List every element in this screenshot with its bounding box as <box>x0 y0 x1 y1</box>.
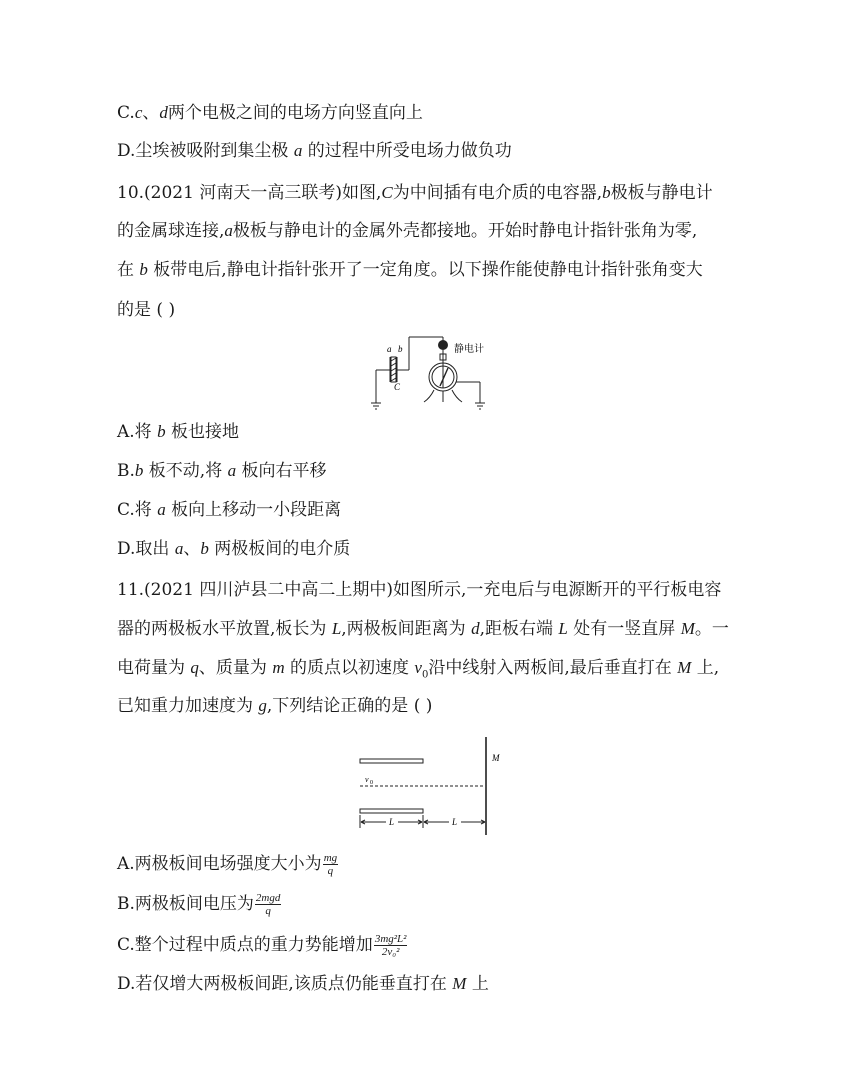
q11-option-a: A.两极板间电场强度大小为 $\frac{mg}{q}$ <box>117 852 338 877</box>
q10-option-c: C.将 a 板向上移动一小段距离 <box>117 500 342 520</box>
fraction: $\frac{\text{2mgd}}{q}$ <box>255 892 281 917</box>
q10-stem-line-1: 10.(2021 河南天一高三联考)如图,C为中间插有电介质的电容器,b极板与静电计 <box>117 183 713 203</box>
label-electrometer: 静电计 <box>454 344 484 355</box>
label-v0: v <box>365 775 369 784</box>
q10-stem-line-2: 的金属球连接,a极板与静电计的金属外壳都接地。开始时静电计指针张角为零, <box>117 221 698 241</box>
fraction: $\frac{\text{3mg²L²}}{\text{2v₀²}}$ <box>374 933 407 958</box>
q10-option-b: B.b 板不动,将 a 板向右平移 <box>117 461 327 481</box>
label-C: C <box>394 382 401 392</box>
q11-option-c: C.整个过程中质点的重力势能增加 $\frac{\text{3mg²L²}}{\text{2v₀²}}$ <box>117 933 407 958</box>
label-L-gap: L <box>452 817 458 827</box>
label-v0-sub: 0 <box>370 780 373 786</box>
lower-plate <box>360 809 423 813</box>
label-M: M <box>492 753 500 763</box>
q10-option-a: A.将 b 板也接地 <box>117 422 239 442</box>
q11-stem-line-2: 器的两极板水平放置,板长为 L,两极板间距离为 d,距板右端 L 处有一竖直屏 M。一 <box>117 619 729 639</box>
q11-option-d: D.若仅增大两极板间距,该质点仍能垂直打在 M 上 <box>117 974 489 994</box>
q11-plates-figure <box>355 732 515 838</box>
fraction: $\frac{mg}{q}$ <box>323 852 338 877</box>
q10-stem-line-4: 的是 ( ) <box>117 300 176 320</box>
q10-stem-line-3: 在 b 板带电后,静电计指针张开了一定角度。以下操作能使静电计指针张角变大 <box>117 260 703 280</box>
q11-stem-line-1: 11.(2021 四川泸县二中高二上期中)如图所示,一充电后与电源断开的平行板电容 <box>117 580 722 600</box>
q9-option-d: D.尘埃被吸附到集尘极 a 的过程中所受电场力做负功 <box>117 141 512 161</box>
q11-stem-line-4: 已知重力加速度为 g,下列结论正确的是 ( ) <box>117 696 433 716</box>
label-b: b <box>398 344 403 354</box>
q11-stem-line-3: 电荷量为 q、质量为 m 的质点以初速度 $v_0$沿中线射入两板间,最后垂直打在 M 上, <box>117 658 720 681</box>
q11-option-b: B.两极板间电压为 $\frac{\text{2mgd}}{q}$ <box>117 892 281 917</box>
q9-option-c: C.c、d两个电极之间的电场方向竖直向上 <box>117 103 423 123</box>
electrometer-ball <box>438 340 448 350</box>
label-a: a <box>387 344 392 354</box>
q10-electroscope-figure <box>368 330 490 412</box>
upper-plate <box>360 759 423 763</box>
label-L-plate: L <box>389 817 395 827</box>
q10-option-d: D.取出 a、b 两极板间的电介质 <box>117 539 351 559</box>
